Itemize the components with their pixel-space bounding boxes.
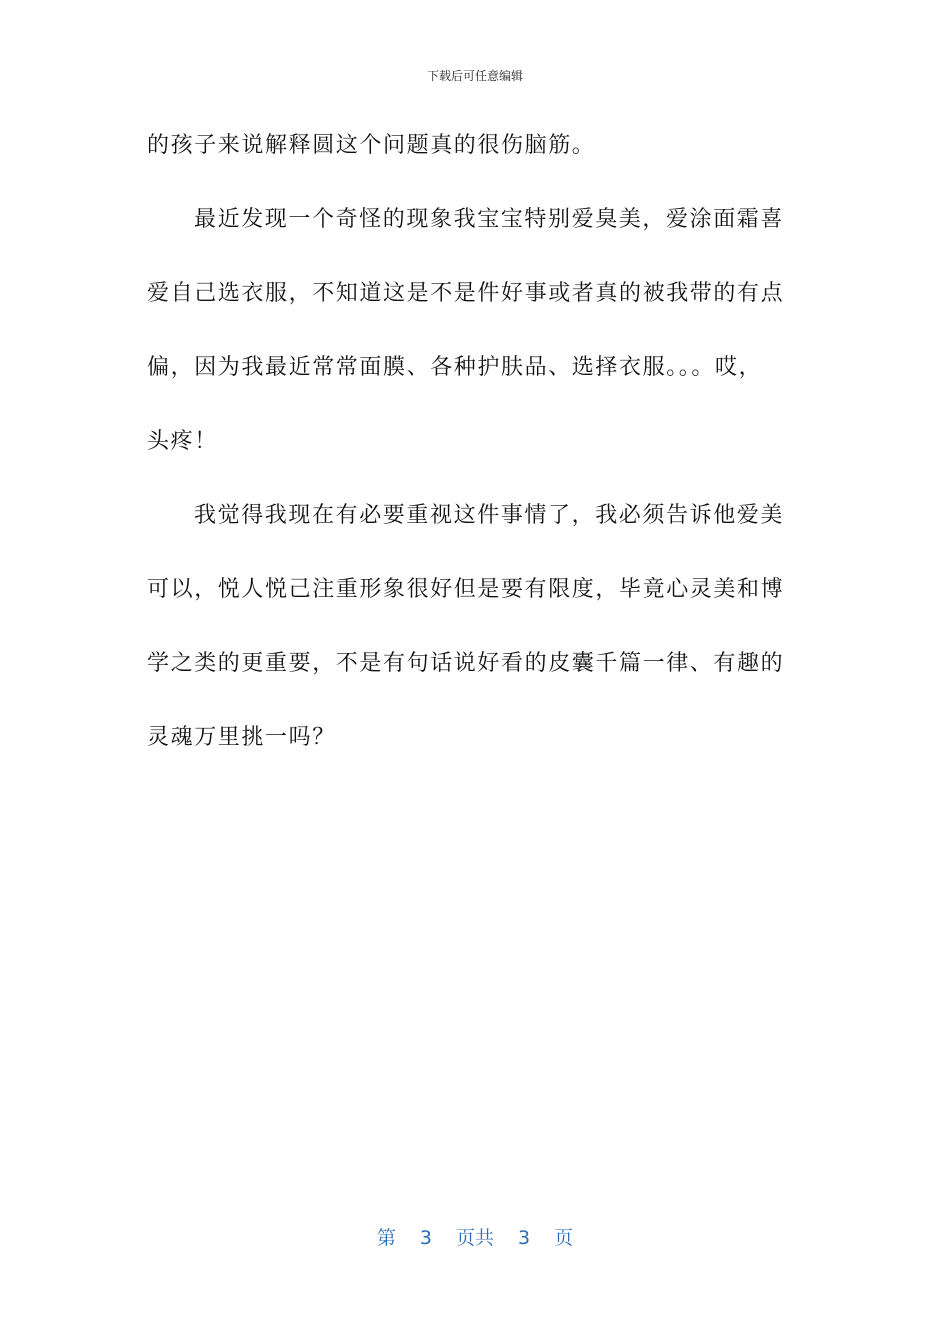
paragraph-line: 灵魂万里挑一吗？ bbox=[147, 725, 336, 750]
page-header: 下载后可任意编辑 bbox=[426, 69, 523, 83]
page-footer bbox=[0, 1225, 950, 1251]
paragraph-line: 最近发现一个奇怪的现象我宝宝特别爱臭美，爱涂面霜喜 bbox=[194, 207, 785, 232]
total-pages-number: 3 bbox=[518, 1227, 531, 1249]
paragraph-line: 头疼！ bbox=[147, 429, 218, 454]
paragraph-line: 爱自己选衣服，不知道这是不是件好事或者真的被我带的有点 bbox=[147, 281, 785, 306]
footer-middle: 页共 bbox=[455, 1227, 494, 1249]
paragraph-line: 学之类的更重要，不是有句话说好看的皮囊千篇一律、有趣的 bbox=[147, 651, 785, 676]
footer-suffix: 页 bbox=[554, 1227, 574, 1249]
paragraph-line: 我觉得我现在有必要重视这件事情了，我必须告诉他爱美 bbox=[194, 503, 785, 528]
paragraph-line: 可以，悦人悦己注重形象很好但是要有限度，毕竟心灵美和博 bbox=[147, 577, 785, 602]
paragraph-line: 的孩子来说解释圆这个问题真的很伤脑筋。 bbox=[147, 133, 596, 158]
paragraph-line: 偏，因为我最近常常面膜、各种护肤品、选择衣服。。。哎， bbox=[147, 355, 763, 380]
document-body bbox=[147, 127, 797, 793]
footer-prefix: 第 bbox=[376, 1227, 396, 1249]
current-page-number: 3 bbox=[419, 1227, 432, 1249]
